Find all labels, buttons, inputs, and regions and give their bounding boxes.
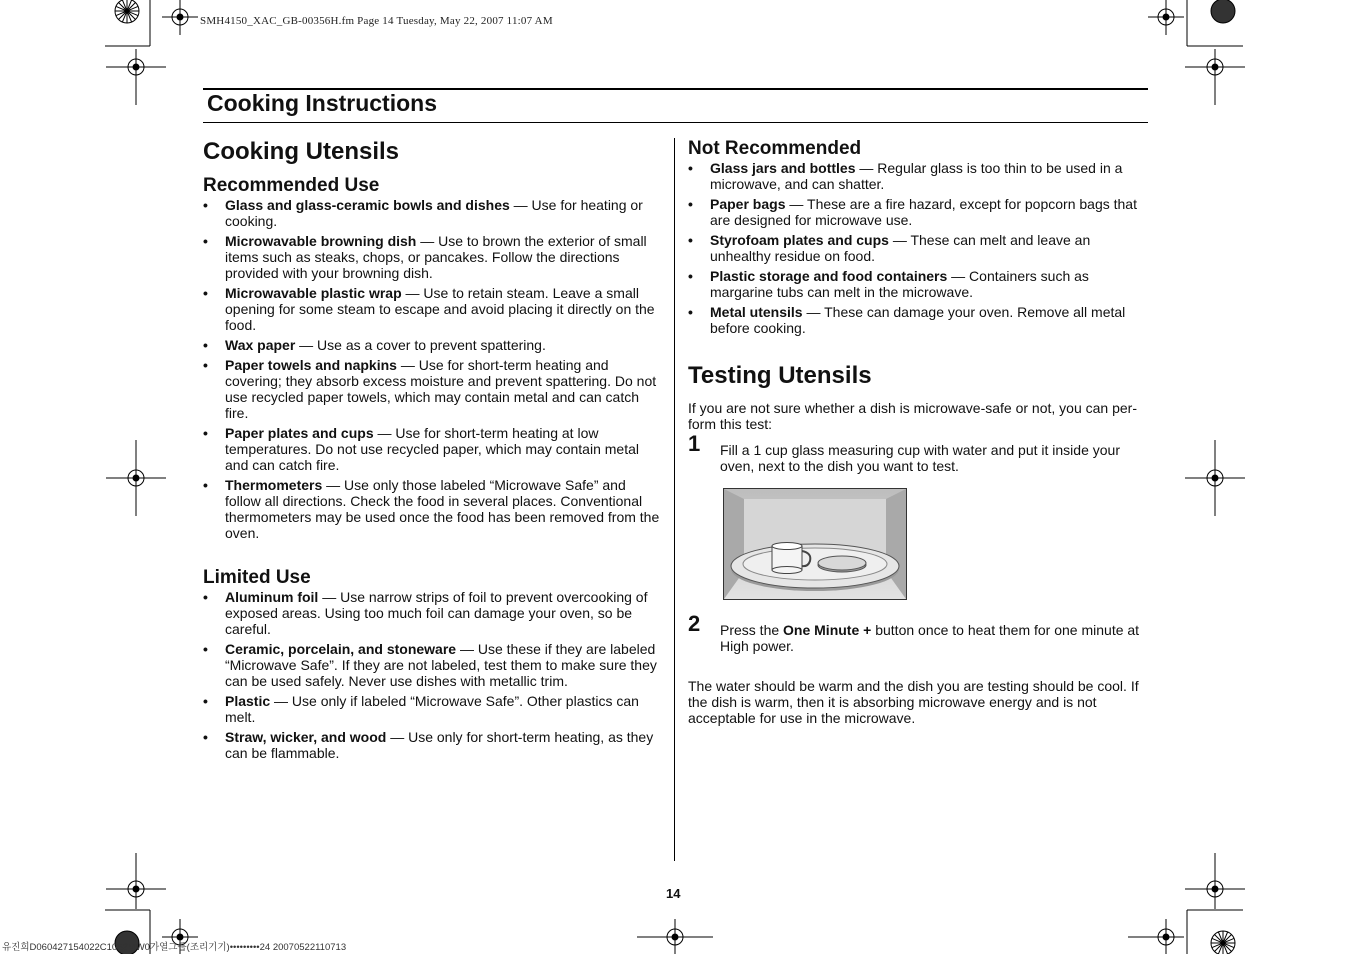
list-item: • Glass and glass-ceramic bowls and dishes — Use for heating or cooking.: [203, 197, 643, 229]
testing-conclusion: The water should be warm and the dish you are testing should be cool. If the dish is warm, then it is absorbing microwave energy and is not acceptable for use in the microwave.: [688, 678, 1139, 726]
bullet: •: [203, 357, 208, 373]
bullet: •: [688, 196, 693, 212]
bullet: •: [203, 425, 208, 441]
list-item: • Metal utensils — These can damage your oven. Remove all metal before cooking.: [688, 304, 1126, 336]
list-item: • Ceramic, porcelain, and stoneware — Use these if they are labeled “Microwave Safe”. If they are not labeled, test them to make sure they can be used safely. Never use dishes with metallic trim.: [203, 641, 657, 689]
cooking-utensils-heading: Cooking Utensils: [203, 138, 400, 165]
not-recommended-heading: Not Recommended: [688, 138, 862, 159]
list-item: • Styrofoam plates and cups — These can melt and leave an unhealthy residue on food.: [688, 232, 1091, 264]
right-column: [688, 138, 1150, 726]
recommended-use-heading: Recommended Use: [203, 175, 380, 196]
list-item: • Microwavable plastic wrap — Use to retain steam. Leave a small opening for some steam to escape and avoid placing it directly on the food.: [203, 285, 655, 333]
list-item: • Plastic storage and food containers — Containers such as margarine tubs can melt in the microwave.: [688, 268, 1089, 300]
recommended-list: [203, 197, 663, 541]
bullet: •: [203, 693, 208, 709]
left-column: [203, 138, 663, 765]
title-bottom-rule: [203, 122, 1148, 123]
testing-utensils-heading: Testing Utensils: [688, 362, 872, 389]
step-1: [688, 431, 1150, 474]
step-2: 2 Press the One Minute + button once to heat them for one minute at High power.: [688, 611, 1140, 654]
list-item: • Paper plates and cups — Use for short-term heating at low temperatures. Do not use recycled paper, which may contain metal and can catch fire.: [203, 425, 639, 473]
print-footer: 유진희D060427154022C1052MW0가열그룹(조리기기)•••••••••24 20070522110713: [2, 942, 347, 953]
list-item: • Plastic — Use only if labeled “Microwave Safe”. Other plastics can melt.: [203, 693, 639, 725]
not-recommended-list: [688, 160, 1150, 336]
list-item: • Wax paper — Use as a cover to prevent spattering.: [203, 337, 546, 353]
bullet: •: [688, 232, 693, 248]
limited-list: [203, 589, 663, 761]
bullet: •: [203, 477, 208, 493]
document-header: SMH4150_XAC_GB-00356H.fm Page 14 Tuesday, May 22, 2007 11:07 AM: [200, 15, 553, 27]
step-number: 2: [688, 611, 701, 636]
bullet: •: [203, 233, 208, 249]
list-item: • Glass jars and bottles — Regular glass is too thin to be used in a microwave, and can shatter.: [688, 160, 1123, 192]
bullet: •: [688, 268, 693, 284]
list-item: • Paper bags — These are a fire hazard, except for popcorn bags that are designed for microwave use.: [688, 196, 1137, 228]
bullet: •: [203, 285, 208, 301]
microwave-test-illustration: [723, 488, 907, 600]
bullet: •: [203, 729, 208, 745]
bullet: •: [203, 641, 208, 657]
limited-use-heading: Limited Use: [203, 567, 311, 588]
bullet: •: [203, 337, 208, 353]
list-item: • Thermometers — Use only those labeled “Microwave Safe” and follow all directions. Check the food in several places. Conventional thermometers may be used once the food has been removed from the oven.: [203, 477, 660, 541]
list-item: • Microwavable browning dish — Use to brown the exterior of small items such as steaks, chops, or pancakes. Follow the directions provided with your browning dish.: [203, 233, 647, 281]
page-number: 14: [666, 886, 681, 901]
list-item: • Aluminum foil — Use narrow strips of foil to prevent overcooking of exposed areas. Using too much foil can damage your oven, so be careful.: [203, 589, 648, 637]
step-text: Fill a 1 cup glass measuring cup with water and put it inside your oven, next to the dish you want to test.: [720, 442, 1120, 474]
bullet: •: [203, 197, 208, 213]
list-item: • Straw, wicker, and wood — Use only for short-term heating, as they can be flammable.: [203, 729, 654, 761]
step-number: 1: [688, 431, 701, 456]
column-divider: [674, 138, 675, 861]
one-minute-plus-label: One Minute +: [783, 622, 872, 638]
bullet: •: [688, 160, 693, 176]
bullet: •: [688, 304, 693, 320]
testing-intro: If you are not sure whether a dish is microwave-safe or not, you can per-form this test:: [688, 400, 1137, 432]
bullet: •: [203, 589, 208, 605]
list-item: • Paper towels and napkins — Use for short-term heating and covering; they absorb excess moisture and prevent spattering. Do not use recycled paper towels, which may contain metal and can catch fire.: [203, 357, 657, 421]
section-title: Cooking Instructions: [207, 90, 437, 116]
